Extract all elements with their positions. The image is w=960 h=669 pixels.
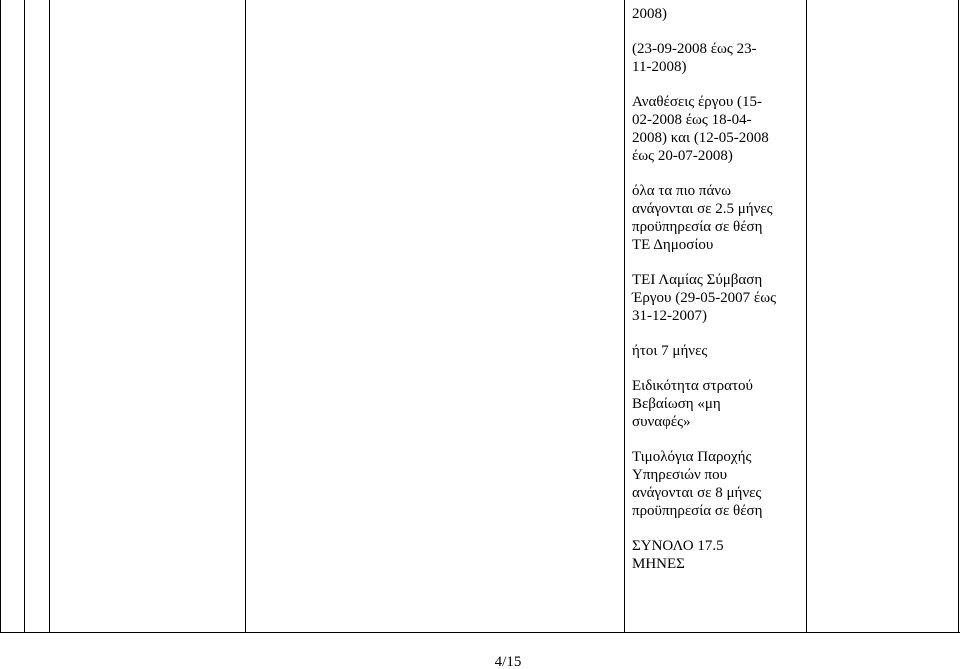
cell-line: Ειδικότητα στρατού [632, 378, 753, 394]
cell-line: Τιμολόγια Παροχής [632, 449, 752, 465]
cell-line: Αναθέσεις έργου (15- [632, 94, 763, 110]
cell-line: έως 20-07-2008) [632, 148, 733, 164]
cell-paragraph [632, 377, 802, 431]
cell-line: ήτοι 7 μήνες [632, 343, 708, 359]
cell-line: συναφές» [632, 414, 691, 430]
cell-paragraph [632, 5, 802, 23]
cell-paragraph [632, 342, 802, 360]
cell-paragraph [632, 93, 802, 165]
cell-line: προϋπηρεσία σε θέση [632, 503, 763, 519]
page-number: 4/15 [494, 654, 522, 669]
cell-line: ΤΕΙ Λαμίας Σύμβαση [632, 272, 763, 288]
cell-line: 2008) και (12-05-2008 [632, 130, 769, 146]
cell-line: (23-09-2008 έως 23- [632, 41, 757, 57]
cell-paragraph [632, 448, 802, 520]
cell-line: όλα τα πιο πάνω [632, 183, 731, 199]
cell-line: προϋπηρεσία σε θέση [632, 219, 763, 235]
table-column-divider [806, 0, 807, 633]
cell-line: 02-2008 έως 18-04- [632, 112, 752, 128]
cell-paragraph [632, 182, 802, 254]
cell-paragraph [632, 40, 802, 76]
cell-paragraph [632, 271, 802, 325]
table-border-left [0, 0, 1, 633]
cell-paragraph [632, 537, 802, 573]
cell-line: Έργου (29-05-2007 έως [632, 290, 777, 306]
table-column-divider [624, 0, 625, 633]
cell-line: ανάγονται σε 8 μήνες [632, 485, 762, 501]
cell-line: Υπηρεσιών που [632, 467, 728, 483]
table-column-divider [49, 0, 50, 633]
cell-line: Βεβαίωση «μη [632, 396, 721, 412]
table-border-bottom [0, 632, 960, 633]
cell-line: ΤΕ Δημοσίου [632, 237, 714, 253]
cell-line: 2008) [632, 6, 667, 22]
table-cell-qualifications [632, 5, 802, 573]
cell-line: 31-12-2007) [632, 308, 707, 324]
cell-line: 11-2008) [632, 59, 687, 75]
cell-line: ΣΥΝΟΛΟ 17.5 [632, 538, 724, 554]
table-column-divider [24, 0, 25, 633]
table-column-divider [245, 0, 246, 633]
cell-line: ανάγονται σε 2.5 μήνες [632, 201, 773, 217]
cell-line: ΜΗΝΕΣ [632, 556, 685, 572]
table-border-right [958, 0, 959, 633]
